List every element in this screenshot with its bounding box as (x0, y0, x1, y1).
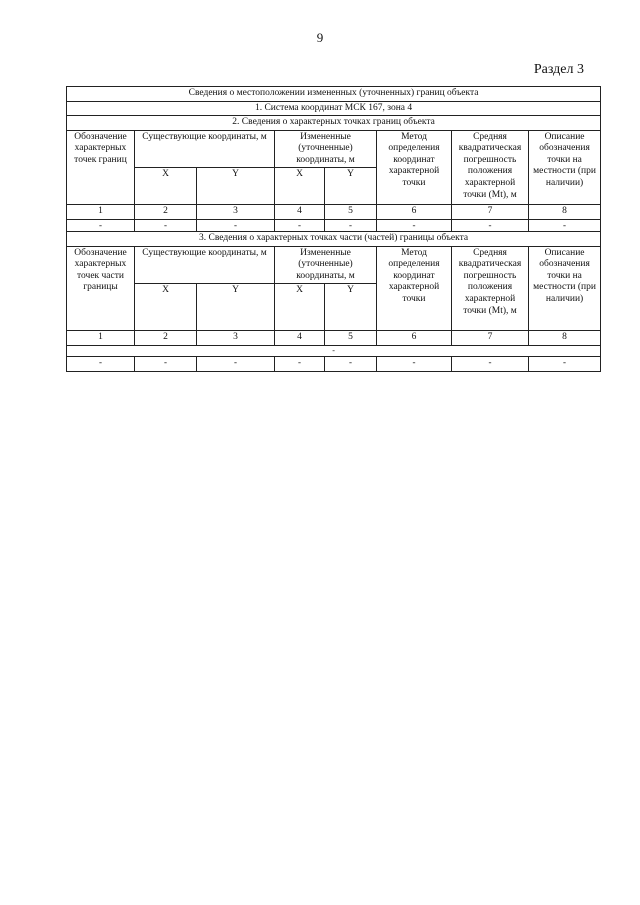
table-cell: - (452, 356, 529, 371)
boundary-points-table (66, 86, 601, 372)
table-cell: - (135, 356, 197, 371)
header-part-existing-coordinates: Существующие координаты, м (135, 246, 275, 284)
column-number-row (67, 205, 601, 220)
header-description: Описание обозначения точки на местности (при наличии) (529, 130, 601, 205)
column-number-row (67, 331, 601, 346)
part2-heading: 2. Сведения о характерных точках границ объекта (67, 116, 601, 131)
section-label: Раздел 3 (533, 62, 584, 77)
table-cell: - (197, 356, 275, 371)
column-number: 2 (135, 331, 197, 346)
header-part-existing-x: X (135, 284, 197, 331)
header-existing-y: Y (197, 168, 275, 205)
column-number: 3 (197, 331, 275, 346)
column-number: 5 (325, 205, 377, 220)
table-cell: - (275, 356, 325, 371)
table-cell: - (197, 220, 275, 232)
table-cell: - (452, 220, 529, 232)
column-number: 6 (377, 331, 452, 346)
column-number: 7 (452, 331, 529, 346)
column-number: 2 (135, 205, 197, 220)
table-cell: - (377, 356, 452, 371)
table-title: Сведения о местоположении измененных (уточненных) границ объекта (67, 87, 601, 102)
page-number: 9 (316, 30, 324, 45)
header-changed-coordinates: Измененные (уточненные) координаты, м (275, 130, 377, 168)
table-row (67, 356, 601, 371)
merged-cell: - (67, 345, 601, 356)
table-row (67, 220, 601, 232)
header-existing-x: X (135, 168, 197, 205)
column-number: 5 (325, 331, 377, 346)
header-part-point-designation: Обозначение характерных точек части границы (67, 246, 135, 331)
column-number: 6 (377, 205, 452, 220)
column-number: 4 (275, 205, 325, 220)
header-existing-coordinates: Существующие координаты, м (135, 130, 275, 168)
header-changed-x: X (275, 168, 325, 205)
column-number: 8 (529, 331, 601, 346)
header-part-method: Метод определения координат характерной точки (377, 246, 452, 331)
header-changed-y: Y (325, 168, 377, 205)
column-number: 3 (197, 205, 275, 220)
header-error: Средняя квадратическая погрешность положения характерной точки (Mt), м (452, 130, 529, 205)
header-part-existing-y: Y (197, 284, 275, 331)
table-cell: - (529, 220, 601, 232)
table-cell: - (529, 356, 601, 371)
column-number: 7 (452, 205, 529, 220)
coordinate-system-row: 1. Система координат МСК 167, зона 4 (67, 101, 601, 116)
column-number: 1 (67, 331, 135, 346)
table-cell: - (67, 220, 135, 232)
header-method: Метод определения координат характерной точки (377, 130, 452, 205)
header-part-changed-x: X (275, 284, 325, 331)
column-number: 4 (275, 331, 325, 346)
table-cell: - (135, 220, 197, 232)
header-point-designation: Обозначение характерных точек границ (67, 130, 135, 205)
header-part-error: Средняя квадратическая погрешность положения характерной точки (Mt), м (452, 246, 529, 331)
table-cell: - (325, 220, 377, 232)
column-number: 8 (529, 205, 601, 220)
header-part-changed-coordinates: Измененные (уточненные) координаты, м (275, 246, 377, 284)
column-number: 1 (67, 205, 135, 220)
table-cell: - (325, 356, 377, 371)
merged-row (67, 345, 601, 356)
header-part-description: Описание обозначения точки на местности (при наличии) (529, 246, 601, 331)
part3-heading: 3. Сведения о характерных точках части (частей) границы объекта (67, 232, 601, 247)
table-cell: - (275, 220, 325, 232)
table-cell: - (377, 220, 452, 232)
table-cell: - (67, 356, 135, 371)
header-part-changed-y: Y (325, 284, 377, 331)
